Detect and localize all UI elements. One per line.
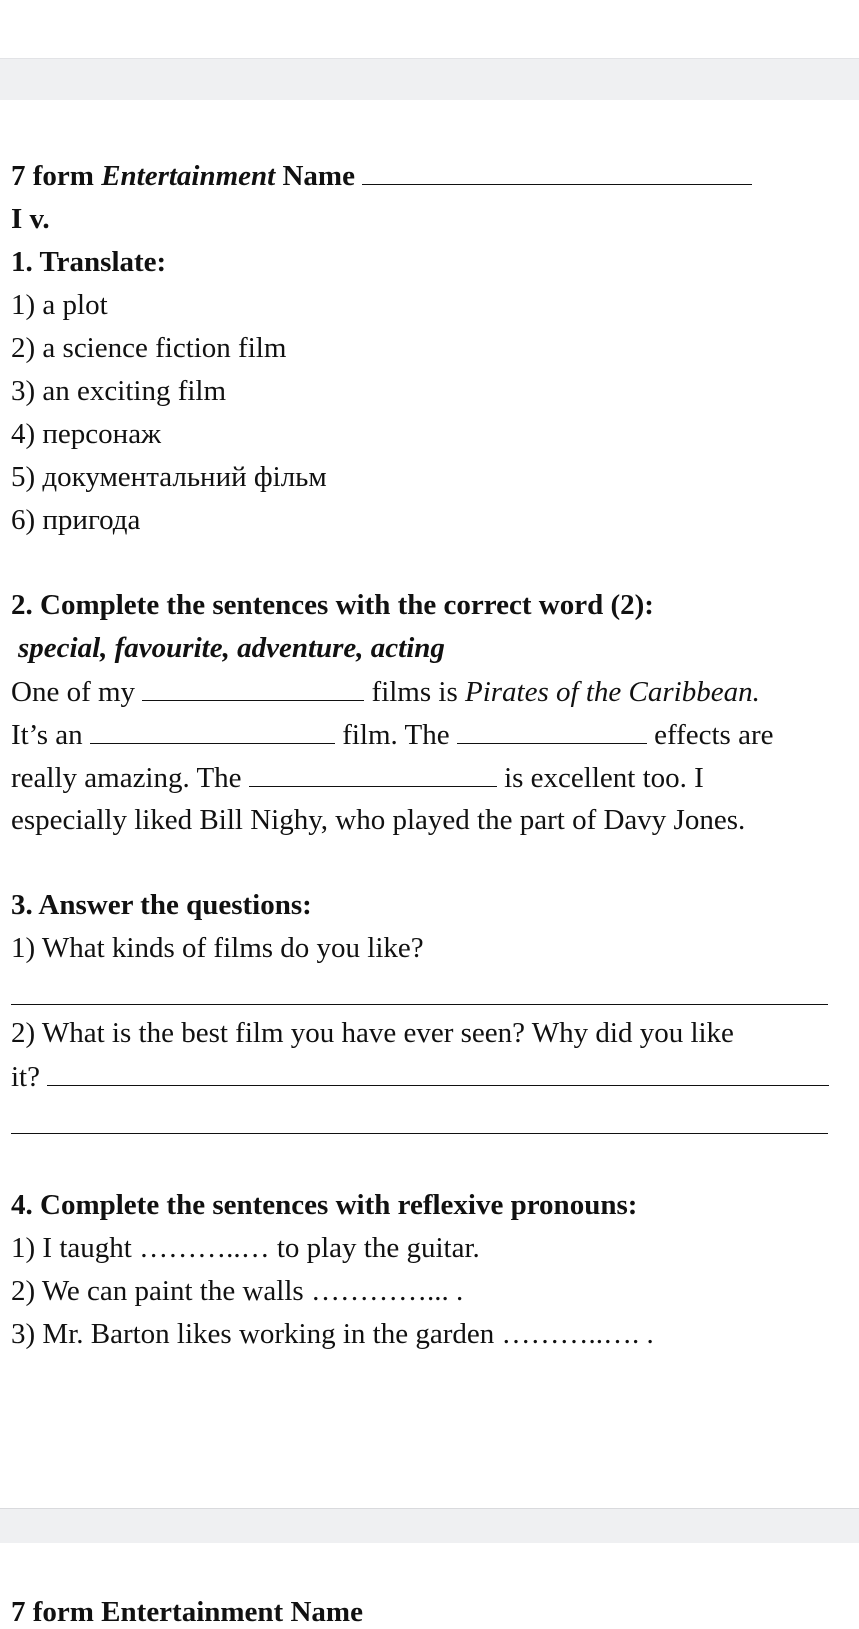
answer-line[interactable] xyxy=(11,1004,828,1005)
task3-question-1: 1) What kinds of films do you like? xyxy=(11,932,424,964)
variant-label: I v. xyxy=(11,203,50,235)
text-segment: to play the guitar. xyxy=(276,1232,480,1264)
task2-title: 2. Complete the sentences with the correct word (2): xyxy=(11,589,654,621)
task1-item: 1) a plot xyxy=(11,289,108,321)
answer-blank[interactable] xyxy=(249,760,497,787)
task2-line-1 xyxy=(11,674,760,709)
task1-item: 6) пригода xyxy=(11,504,141,536)
name-blank[interactable] xyxy=(362,158,752,185)
task3-question-2-cont xyxy=(11,1059,829,1094)
answer-blank[interactable] xyxy=(457,717,647,744)
answer-blank[interactable] xyxy=(142,674,364,701)
text-segment: it? xyxy=(11,1061,40,1093)
answer-line[interactable] xyxy=(11,1133,828,1134)
name-label: Name xyxy=(282,160,355,192)
worksheet-header xyxy=(11,158,752,193)
topic-label: Entertainment xyxy=(101,160,276,192)
task3-question-2: 2) What is the best film you have ever seen? Why did you like xyxy=(11,1017,734,1049)
task1-item: 3) an exciting film xyxy=(11,375,227,407)
text-segment: films is xyxy=(371,676,458,708)
task3-title: 3. Answer the questions: xyxy=(11,889,312,921)
text-segment: It’s an xyxy=(11,719,83,751)
task4-sentence-1 xyxy=(11,1231,480,1265)
page-gap-bottom xyxy=(0,1508,859,1543)
dotted-blank[interactable]: …………... . xyxy=(310,1275,464,1307)
film-title: Pirates of the Caribbean. xyxy=(465,676,760,708)
task4-sentence-2 xyxy=(11,1274,463,1308)
text-segment: really amazing. The xyxy=(11,762,242,794)
answer-blank[interactable] xyxy=(90,717,335,744)
dotted-blank[interactable]: ………..… xyxy=(139,1232,270,1264)
task1-title: 1. Translate: xyxy=(11,246,167,278)
task2-line-4: especially liked Bill Nighy, who played the part of Davy Jones. xyxy=(11,804,746,836)
text-segment: 1) I taught xyxy=(11,1232,132,1264)
form-label: 7 form xyxy=(11,160,94,192)
dotted-blank[interactable]: ………..…. . xyxy=(501,1318,654,1350)
answer-blank[interactable] xyxy=(47,1059,829,1086)
task1-item: 4) персонаж xyxy=(11,418,162,450)
next-page-title: 7 form Entertainment Name xyxy=(11,1596,363,1628)
task2-line-2 xyxy=(11,717,773,752)
worksheet-page xyxy=(0,100,859,1508)
task2-word-bank: special, favourite, adventure, acting xyxy=(18,632,445,664)
task1-item: 5) документальний фільм xyxy=(11,461,327,493)
text-segment: One of my xyxy=(11,676,136,708)
task1-item: 2) a science fiction film xyxy=(11,332,287,364)
task4-sentence-3 xyxy=(11,1317,654,1351)
task4-title: 4. Complete the sentences with reflexive pronouns: xyxy=(11,1189,638,1221)
text-segment: is excellent too. I xyxy=(504,762,704,794)
task2-line-3 xyxy=(11,760,704,795)
text-segment: effects are xyxy=(654,719,774,751)
text-segment: 2) We can paint the walls xyxy=(11,1275,304,1307)
text-segment: 3) Mr. Barton likes working in the garden xyxy=(11,1318,495,1350)
page-gap-top xyxy=(0,58,859,101)
text-segment: film. The xyxy=(342,719,450,751)
